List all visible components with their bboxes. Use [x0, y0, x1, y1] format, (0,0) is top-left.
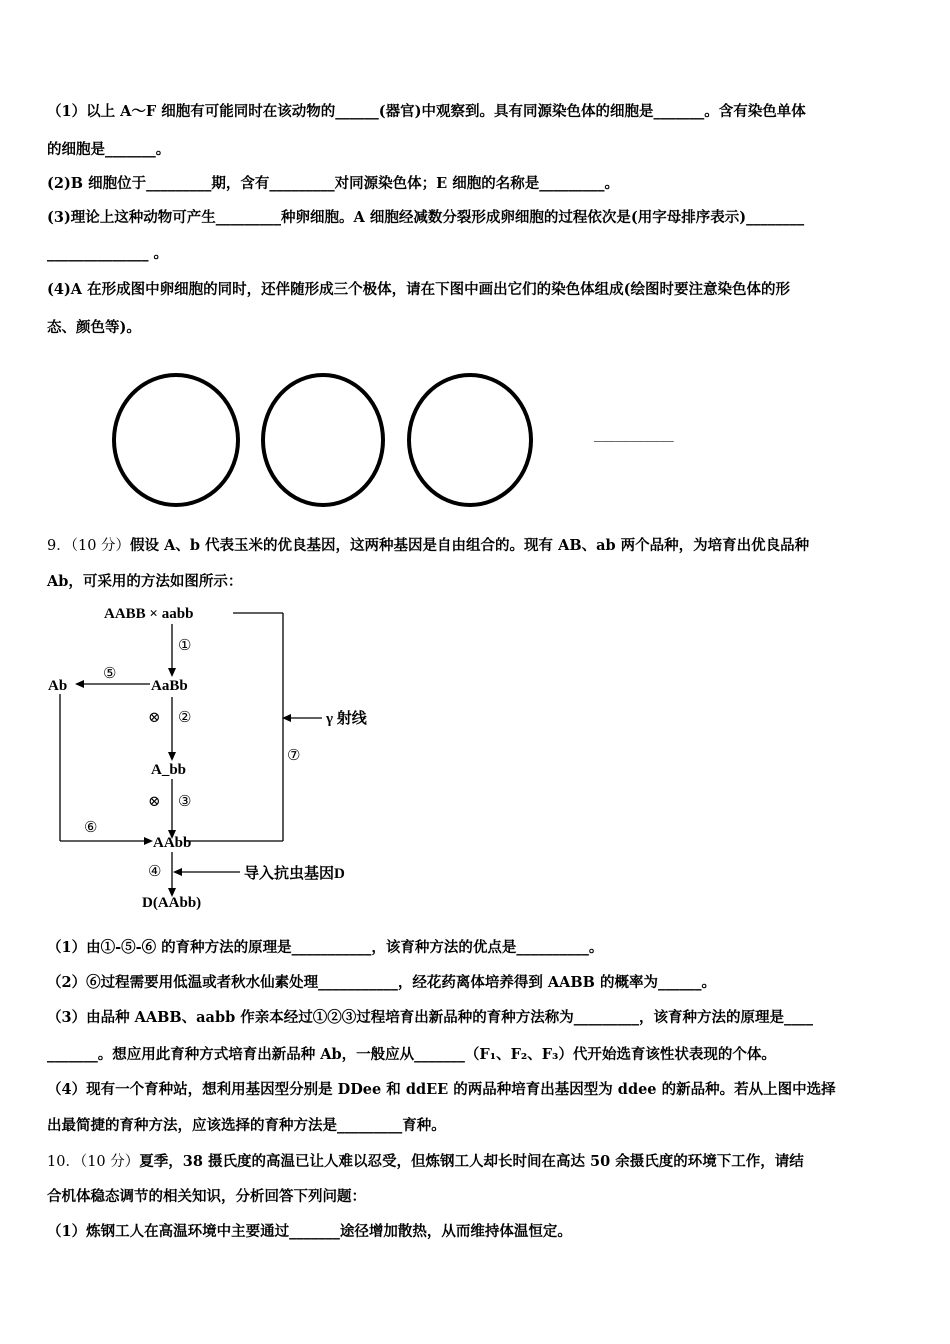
step5-label: ⑤ [103, 666, 117, 682]
q8-part1-line2: 的细胞是_______。 [47, 141, 171, 158]
f1-genotype: AaBb [151, 678, 188, 694]
arrowhead-step5 [75, 680, 84, 688]
q10-intro-line2: 合机体稳态调节的相关知识，分析回答下列问题： [47, 1188, 366, 1205]
q9-sub3-line1: （3）由品种 AABB、aabb 作亲本经过①②③过程培育出新品种的育种方法称为_________，该育种方法的原理是____ [47, 1009, 814, 1026]
q8-part4-line1: (4)A 在形成图中卵细胞的同时，还伴随形成三个极体，请在下图中画出它们的染色体组成(绘图时要注意染色体的形 [47, 281, 790, 298]
self-symbol-icon: ⊗ [148, 710, 161, 726]
step7-label: ⑦ [287, 748, 301, 764]
q10-score: （10 分） [79, 1154, 140, 1170]
q10-intro-text: 夏季，38 摄氏度的高温已让人难以忍受，但炼钢工人却长时间在高达 50 余摄氏度的环境下工作，请结 [139, 1153, 804, 1170]
q9-sub3-line2: _______。想应用此育种方式培育出新品种 Ab，一般应从_______（F₁、F₂、F₃）代开始选育该性状表现的个体。 [47, 1046, 776, 1063]
arrowhead-step2 [168, 752, 176, 761]
q8-part3-line2: ______________ 。 [47, 245, 169, 262]
q9-sub2: （2）⑥过程需要用低温或者秋水仙素处理___________，经花药离体培养得到 AABB 的概率为______。 [47, 974, 716, 991]
gene-insertion-label: 导入抗虫基因D [244, 866, 345, 882]
q9-sub4-line2: 出最简捷的育种方法，应该选择的育种方法是_________育种。 [47, 1117, 446, 1134]
q10-intro-line1 [47, 1152, 907, 1172]
q9-intro-text: 假设 A、b 代表玉米的优良基因，这两种基因是自由组合的。现有 AB、ab 两个品种，为培育出优良品种 [130, 537, 810, 554]
q8-part2: (2)B 细胞位于_________期，含有_________对同源染色体；E 细胞的名称是_________。 [47, 175, 619, 192]
f2-genotype: A_bb [151, 762, 187, 778]
arrowhead-step1 [168, 668, 176, 677]
q10-sub1: （1）炼钢工人在高温环境中主要通过_______途径增加散热，从而维持体温恒定。 [47, 1223, 572, 1240]
answer-blank-line: ___________ [594, 426, 674, 442]
q10-number: 10． [47, 1154, 80, 1170]
q9-intro-line2: Ab，可采用的方法如图所示： [47, 573, 243, 590]
parents-cross: AABB × aabb [104, 606, 194, 622]
gamma-ray-label: γ 射线 [326, 711, 367, 727]
q9-number: 9． [47, 538, 71, 554]
step1-label: ① [178, 638, 192, 654]
step6-label: ⑥ [84, 820, 98, 836]
final-genotype: D(AAbb) [142, 895, 202, 911]
q9-sub4-line1: （4）现有一个育种站，想利用基因型分别是 DDee 和 ddEE 的两品种培育出基因型为 ddee 的新品种。若从上图中选择 [47, 1081, 836, 1098]
arrowhead-gene [173, 868, 182, 876]
q9-sub1: （1）由①-⑤-⑥ 的育种方法的原理是___________，该育种方法的优点是__________。 [47, 939, 604, 956]
q9-score: （10 分） [70, 538, 131, 554]
self-symbol-icon-2: ⊗ [148, 794, 161, 810]
haploid-genotype: Ab [48, 678, 68, 694]
q8-part4-line2: 态、颜色等)。 [47, 319, 141, 336]
step3-label: ③ [178, 794, 192, 810]
arrowhead-step6 [144, 837, 153, 845]
step4-label: ④ [148, 864, 162, 880]
q8-part1-line1: （1）以上 A～F 细胞有可能同时在该动物的______(器官)中观察到。具有同源染色体的细胞是_______。含有染色单体 [47, 103, 806, 120]
pure-genotype: AAbb [153, 835, 192, 851]
step2-label: ② [178, 710, 192, 726]
q8-part3-line1: (3)理论上这种动物可产生_________种卵细胞。A 细胞经减数分裂形成卵细胞的过程依次是(用字母排序表示)________ [47, 209, 805, 226]
